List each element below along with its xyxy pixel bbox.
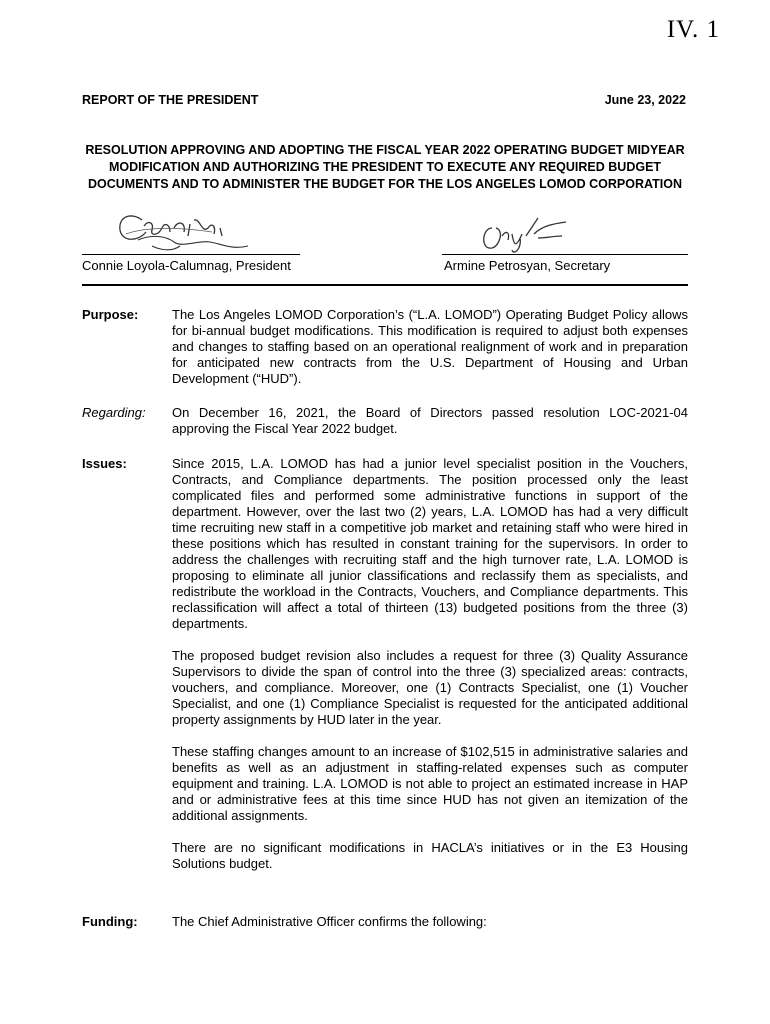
issues-paragraph: The proposed budget revision also includes a request for three (3) Quality Assurance Supervisors to divide the span of control into the three (3) specialized areas: contracts, vouchers, and compliance. Moreover, one (1) Contracts Specialist, one (1) Voucher Specialist, and one (1) Compliance Specialist is requested for the anticipated additional property assignments by HUD later in the year. [172,648,688,727]
purpose-text: The Los Angeles LOMOD Corporation’s (“L.A. LOMOD”) Operating Budget Policy allows for bi-annual budget modifications. This modification is required to adjust both expenses and changes to staffing based on an operational realignment of work and in preparation for anticipated new contracts from the U.S. Department of Housing and Urban Development (“HUD”). [172,307,688,386]
regarding-label: Regarding: [82,405,146,420]
secretary-signature-image [442,206,572,256]
issues-paragraph: Since 2015, L.A. LOMOD has had a junior level specialist position in the Vouchers, Contracts, and Compliance departments. The position processed only the least complicated files and performed some administrative functions in support of the department. However, over the last two (2) years, L.A. LOMOD has had a very difficult time recruiting new staff in a competitive job market and retaining staff who were hired in these positions which has resulted in constant training for the supervisors. In order to address the challenges with recruiting staff and the high turnover rate, L.A. LOMOD is proposing to eliminate all junior classifications and reclassify them as specialists, and redistribute the workload in the Contracts, Vouchers, and Compliance departments. This reclassification will affect a total of thirteen (13) budgeted positions from the three (3) departments. [172,456,688,631]
issues-body [172,456,688,872]
purpose-label: Purpose: [82,307,139,322]
president-signature-line [82,254,300,255]
issues-label: Issues: [82,456,127,471]
secretary-signature-line [442,254,688,255]
secretary-signature-block [442,206,688,276]
president-signature-image [82,206,262,256]
page-number: IV. 1 [666,16,720,43]
report-date: June 23, 2022 [604,93,686,107]
header-divider [82,284,688,286]
regarding-text: On December 16, 2021, the Board of Directors passed resolution LOC-2021-04 approving the Fiscal Year 2022 budget. [172,405,688,436]
report-header [82,93,686,107]
president-signature-block [82,206,300,276]
funding-text: The Chief Administrative Officer confirms the following: [172,914,487,929]
issues-paragraph: These staffing changes amount to an increase of $102,515 in administrative salaries and benefits as well as an adjustment in staffing-related expenses such as computer equipment and training. L.A. LOMOD is not able to project an estimated increase in HAP and or administrative fees at this time since HUD has not given an itemization of the additional assignments. [172,744,688,823]
president-name: Connie Loyola-Calumnag, President [82,258,291,273]
funding-label: Funding: [82,914,138,929]
resolution-title: RESOLUTION APPROVING AND ADOPTING THE FISCAL YEAR 2022 OPERATING BUDGET MIDYEAR MODIFICATION AND AUTHORIZING THE PRESIDENT TO EXECUTE ANY REQUIRED BUDGET DOCUMENTS AND TO ADMINISTER THE BUDGET FOR THE LOS ANGELES LOMOD CORPORATION [85,143,685,191]
secretary-name: Armine Petrosyan, Secretary [444,258,611,273]
report-title: REPORT OF THE PRESIDENT [82,93,259,107]
issues-paragraph: There are no significant modifications in HACLA’s initiatives or in the E3 Housing Solutions budget. [172,840,688,871]
signature-area [82,206,688,286]
